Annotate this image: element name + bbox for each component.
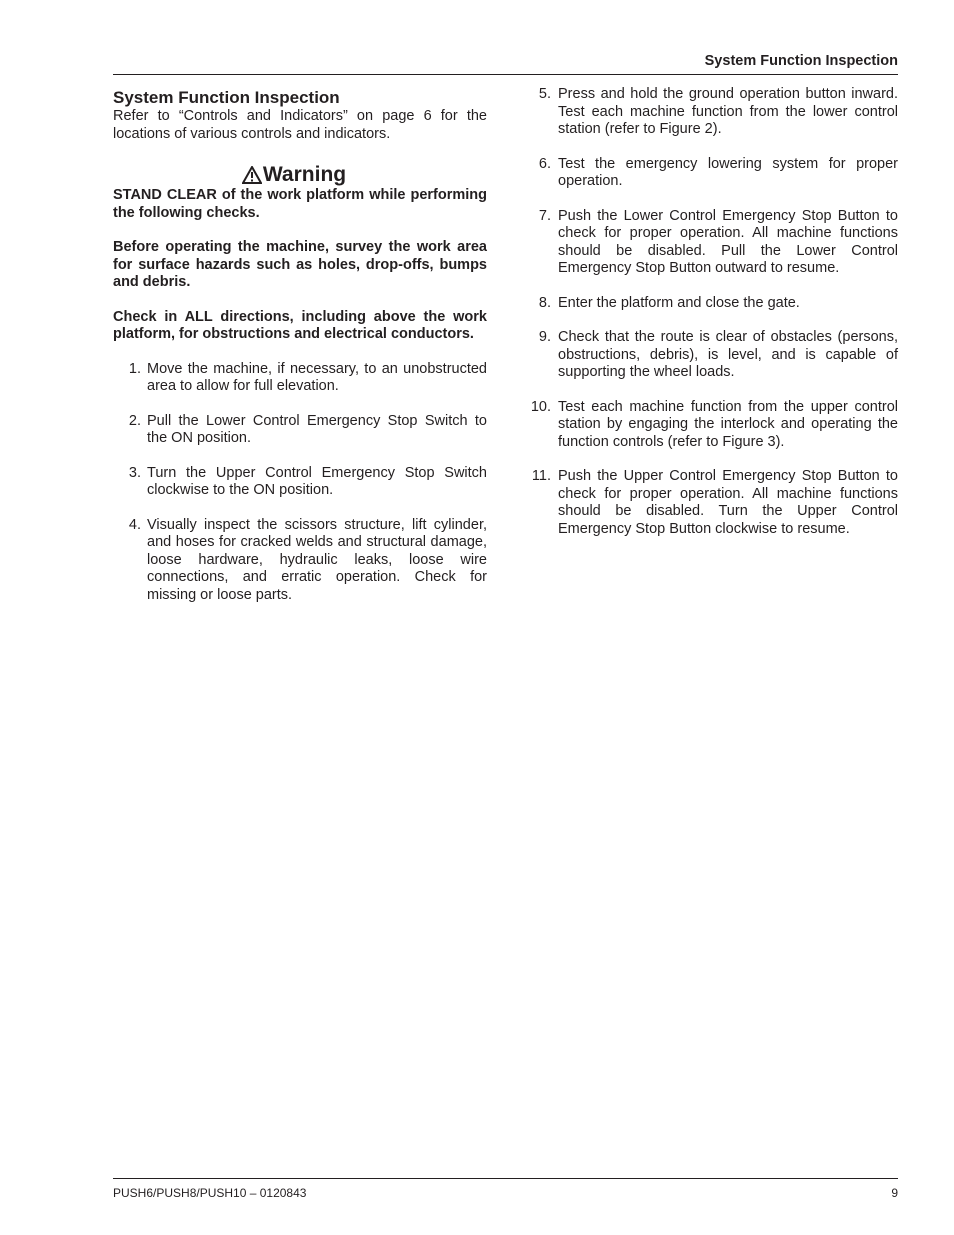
list-item — [523, 86, 898, 139]
step-number: 1. — [128, 360, 141, 377]
list-item — [523, 399, 898, 452]
step-text: Pull the Lower Control Emergency Stop Switch to the ON position. — [147, 412, 487, 446]
page-number: 9 — [891, 1186, 898, 1200]
step-text: Push the Upper Control Emergency Stop Button to check for proper operation. All machine functions should be disabled. Turn the Upper Control Emergency Stop Button clockwise to resume. — [558, 468, 898, 537]
step-text: Turn the Upper Control Emergency Stop Switch clockwise to the ON position. — [147, 464, 487, 498]
warning-paragraph: Check in ALL directions, including above the work platform, for obstructions and electrical conductors. — [113, 308, 487, 342]
right-column — [523, 86, 898, 555]
section-intro: Refer to “Controls and Indicators” on page 6 for the locations of various controls and indicators. — [113, 108, 487, 142]
warning-paragraph: Before operating the machine, survey the work area for surface hazards such as holes, drop-offs, bumps and debris. — [113, 239, 487, 290]
list-item — [523, 468, 898, 538]
step-number: 3. — [128, 464, 141, 481]
list-item — [523, 329, 898, 382]
warning-heading — [113, 163, 487, 187]
list-item — [523, 295, 898, 313]
step-number: 9. — [538, 329, 551, 345]
footer-rule — [113, 1178, 898, 1179]
list-item — [113, 361, 487, 396]
list-item — [113, 413, 487, 448]
list-item — [113, 465, 487, 500]
step-number: 7. — [538, 207, 551, 224]
steps-list-left — [113, 361, 487, 605]
step-number: 2. — [128, 412, 141, 429]
left-column — [113, 86, 487, 621]
step-text: Push the Lower Control Emergency Stop Button to check for proper operation. All machine functions should be disabled. Pull the Lower Control Emergency Stop Button outward to resume. — [558, 207, 898, 276]
section-title: System Function Inspection — [113, 88, 340, 107]
step-number: 5. — [538, 86, 551, 102]
list-item — [113, 517, 487, 605]
step-number: 8. — [538, 294, 551, 311]
step-number: 4. — [128, 516, 141, 533]
step-text: Test the emergency lowering system for proper operation. — [558, 155, 898, 189]
step-text: Move the machine, if necessary, to an unobstructed area to allow for full elevation. — [147, 360, 487, 394]
footer-doc-id: PUSH6/PUSH8/PUSH10 – 0120843 — [113, 1186, 307, 1200]
step-text: Enter the platform and close the gate. — [558, 294, 800, 311]
list-item — [523, 156, 898, 191]
step-number: 10. — [530, 398, 551, 415]
header-rule — [113, 74, 898, 75]
steps-list-right — [523, 86, 898, 538]
step-text: Check that the route is clear of obstacles (persons, obstructions, debris), is level, and is capable of supporting the wheel loads. — [558, 329, 898, 380]
list-item — [523, 208, 898, 278]
step-number: 11. — [531, 468, 551, 484]
step-text: Press and hold the ground operation button inward. Test each machine function from the lower control station (refer to Figure 2). — [558, 86, 898, 137]
running-header-title: System Function Inspection — [704, 53, 898, 69]
warning-triangle-icon — [242, 166, 262, 184]
warning-title: Warning — [262, 163, 347, 186]
step-text: Test each machine function from the upper control station by engaging the interlock and operating the function controls (refer to Figure 3). — [558, 398, 898, 450]
step-text: Visually inspect the scissors structure, lift cylinder, and hoses for cracked welds and structural damage, loose hardware, hydraulic leaks, loose wire connections, and erratic operation. Check for missing or loose parts. — [147, 516, 487, 603]
warning-paragraph: STAND CLEAR of the work platform while performing the following checks. — [113, 187, 487, 221]
step-number: 6. — [538, 155, 551, 172]
